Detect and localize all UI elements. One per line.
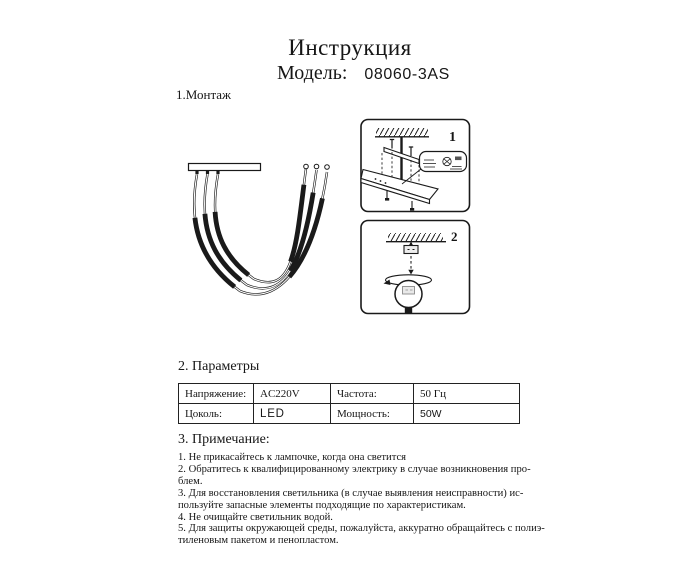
page-title: Инструкция bbox=[288, 35, 412, 60]
note-line: 3. Для восстановления светильника (в случае выявления неисправности) ис- bbox=[178, 487, 524, 499]
model-row bbox=[277, 62, 450, 85]
section-heading-parameters: 2. Параметры bbox=[178, 359, 260, 374]
table-row bbox=[179, 384, 520, 404]
plate-hole bbox=[375, 178, 377, 180]
note-line: блем. bbox=[178, 475, 203, 487]
step1-number: 1 bbox=[449, 130, 456, 145]
section-heading-notes: 3. Примечание: bbox=[178, 432, 270, 447]
ceiling-connector bbox=[404, 246, 418, 254]
note-line: 1. Не прикасайтесь к лампочке, когда она светится bbox=[178, 452, 407, 463]
note-line: 2. Обратитесь к квалифицированному электрику в случае возникновения про- bbox=[178, 463, 531, 475]
param-value-socket: LED bbox=[254, 404, 331, 424]
ceiling-hatch bbox=[376, 128, 428, 137]
model-label: Модель: bbox=[277, 62, 348, 84]
montage-steps-illustration bbox=[350, 110, 480, 320]
screw-head bbox=[410, 208, 414, 211]
model-number: 08060-3AS bbox=[364, 66, 450, 83]
param-label-socket: Цоколь: bbox=[179, 404, 254, 424]
pendant-lamp-drawing bbox=[189, 164, 330, 295]
wire-loop bbox=[325, 165, 330, 170]
note-line: 5. Для защиты окружающей среды, пожалуйста, аккуратно обращайтесь с полиэ- bbox=[178, 523, 545, 535]
lamp-stem bbox=[405, 307, 412, 314]
param-value-frequency: 50 Гц bbox=[414, 384, 520, 404]
step2-diagram bbox=[361, 221, 470, 314]
param-label-frequency: Частота: bbox=[331, 384, 414, 404]
lamp-illustration bbox=[170, 120, 370, 340]
section-heading-montage: 1.Монтаж bbox=[176, 87, 232, 102]
param-label-voltage: Напряжение: bbox=[179, 384, 254, 404]
screw-head bbox=[385, 198, 389, 201]
step1-diagram bbox=[361, 120, 470, 212]
note-line: 4. Не очищайте светильник водой. bbox=[178, 511, 333, 523]
ceiling-hatch bbox=[388, 233, 443, 242]
wire-loop bbox=[304, 164, 309, 169]
ceiling-bar bbox=[189, 164, 261, 171]
param-value-power: 50W bbox=[414, 404, 520, 424]
table-row bbox=[179, 404, 520, 424]
plate-hole bbox=[380, 180, 382, 182]
note-line: пользуйте запасные элементы подходящие по характеристикам. bbox=[178, 499, 466, 511]
parameters-table bbox=[178, 383, 520, 424]
ball-socket bbox=[403, 287, 415, 295]
notes-list bbox=[178, 452, 545, 547]
param-value-voltage: AC220V bbox=[254, 384, 331, 404]
note-line: тиленовым пакетом и пенопластом. bbox=[178, 535, 339, 547]
plate-hole bbox=[385, 182, 387, 184]
step2-number: 2 bbox=[451, 229, 458, 244]
param-label-power: Мощность: bbox=[331, 404, 414, 424]
wire-loop bbox=[314, 164, 319, 169]
